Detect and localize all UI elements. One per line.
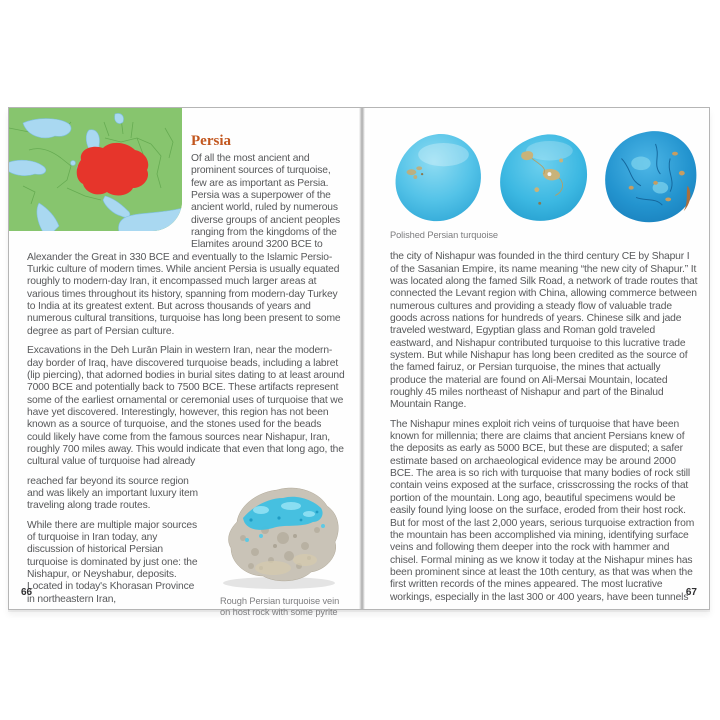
- section-heading: Persia: [191, 133, 231, 149]
- rough-turquoise-caption: Rough Persian turquoise vein on host rock with some pyrite: [220, 595, 340, 617]
- page-number-left: 66: [21, 587, 33, 598]
- body-paragraph: The Nishapur mines exploit rich veins of turquoise that have been known for millennia; there are claims that ancient Persians knew of the deposits as early as 5000 BCE, but these are disputed; a safer estimate based on archaeological evidence may be around 2000 BCE. The area is so rich with turquoise that many bodies of rock still contain veins exposed at the surface, crisscrossing the rocks of that portion of the mountain. Long ago, beautiful specimens would be easily found lying loose on the surface, eroded from their host rock. But for most of the last 2,000 years, serious turquoise extraction from the mountain has been accomplished via mining, identifying surface veins and following them deeper into the rock with hammer and chisel. Formal mining as we know it today at the Nishapur mines has been prominent since at least the 10th century, as that was when the first written records of the mines appeared. The most lucrative workings, especially in the last 300 or 400 years, have been tunnels: [390, 418, 695, 603]
- body-paragraph: While there are multiple major sources of turquoise in Iran today, any discussion of historical Persian turquoise is dominated by just one: the Nishapur, or Neyshabur, deposits. Located in today's Khorasan Province in northeastern Iran,: [27, 519, 198, 605]
- map-graphic: [9, 108, 182, 231]
- polished-turquoise-stone-3: [602, 128, 699, 226]
- polished-turquoise-stone-1: [390, 130, 484, 226]
- body-paragraph: the city of Nishapur was founded in the third century CE by Shapur I of the Sasanian Empire, its name meaning “the new city of Shapur.” It was located along the famed Silk Road, a network of trade routes that connected the Levant region with China, allowing commerce between numerous cultures and providing a steady flow of valuable trade goods across nations for hundreds of years. Chinese silk and jade traveled westward, Egyptian glass and Roman gold traveled eastward, and Nishapur contributed turquoise to this lucrative trade system. But while Nishapur has long been credited as the source of the famed fairuz, or Persian turquoise, the mines that actually produce the material are found on Ali-Mersai Mountain, located roughly 45 miles northeast of Nishapur and part of the Binalud Mountain Range.: [390, 251, 698, 411]
- rough-turquoise-photo: [213, 478, 345, 619]
- polished-turquoise-photo-row: [390, 126, 699, 226]
- book-gutter-divider: [359, 108, 365, 609]
- rough-turquoise-graphic: [213, 478, 345, 592]
- body-paragraph: reached far beyond its source region and was likely an important luxury item traveling along trade routes.: [27, 475, 198, 512]
- polished-turquoise-caption: Polished Persian turquoise: [390, 230, 498, 240]
- page-left: [9, 108, 361, 617]
- body-paragraph: Of all the most ancient and prominent sources of turquoise, few are as important as Persia. Persia was a superpower of the ancient world, ruled by numerous diverse groups of ancient peoples ranging from the kingdoms of the Elamites around 3200 BCE to Alexander the Great in 330 BCE and eventually to the Islamic Persio-Turkic culture of modern times. While ancient Persia is usually equated roughly to modern-day Iran, it encompassed much larger areas at various times throughout its history, spanning from modern-day Turkey to India at its greatest extent. But across thousands of years and numerous cultural transitions, turquoise has long been present to some degree as part of Persian culture.: [27, 153, 341, 337]
- page-right: [361, 108, 709, 609]
- page-number-right: 67: [685, 587, 697, 598]
- persia-region-map-image: [9, 108, 182, 231]
- body-paragraph: Excavations in the Deh Lurān Plain in western Iran, near the modern-day border of Iraq, have discovered turquoise beads, including a labret (lip piercing), that adorned bodies in burial sites dating to at least around 7000 BCE and potentially back to 7500 BCE. These artifacts represent some of the earliest ornamental or ceremonial uses of turquoise that we have yet discovered. Interestingly, however, this region has not been known as a source of turquoise, and the stones used for the beads could likely have come from the famous sources near Nishapur, Iran, roughly 700 miles away. This would indicate that even that long ago, the cultural value of turquoise had already: [27, 345, 345, 468]
- open-book-spread: [8, 107, 710, 617]
- polished-turquoise-stone-2: [493, 130, 592, 226]
